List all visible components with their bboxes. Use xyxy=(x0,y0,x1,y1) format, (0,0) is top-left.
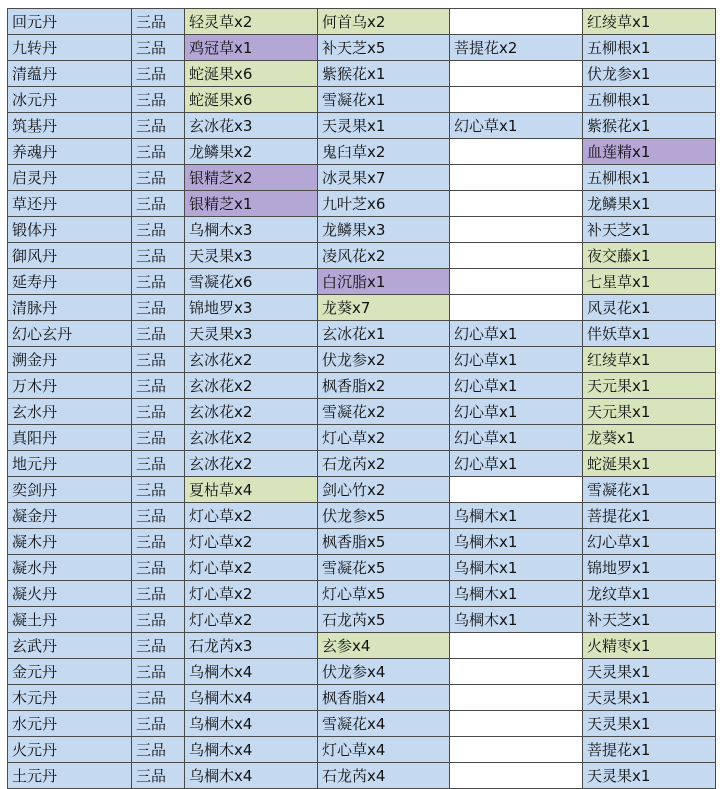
ingredient-1-cell: 灯心草x2 xyxy=(185,555,318,581)
grade-cell: 三品 xyxy=(132,451,185,477)
ingredient-2-cell: 凌风花x2 xyxy=(318,243,450,269)
ingredient-3-cell: 幻心草x1 xyxy=(450,321,583,347)
ingredient-2-cell: 灯心草x4 xyxy=(318,737,450,763)
ingredient-2-cell: 龙鳞果x3 xyxy=(318,217,450,243)
ingredient-3-cell: 菩提花x2 xyxy=(450,35,583,61)
ingredient-4-cell: 风灵花x1 xyxy=(583,295,716,321)
grade-cell: 三品 xyxy=(132,633,185,659)
grade-cell: 三品 xyxy=(132,763,185,789)
grade-cell: 三品 xyxy=(132,555,185,581)
ingredient-2-cell: 枫香脂x5 xyxy=(318,529,450,555)
ingredient-4-cell: 补天芝x1 xyxy=(583,217,716,243)
ingredient-3-cell xyxy=(450,659,583,685)
pill-name-cell: 地元丹 xyxy=(8,451,132,477)
ingredient-1-cell: 天灵果x3 xyxy=(185,243,318,269)
recipe-table xyxy=(7,8,716,789)
grade-cell: 三品 xyxy=(132,165,185,191)
grade-cell: 三品 xyxy=(132,581,185,607)
ingredient-3-cell: 乌棡木x1 xyxy=(450,503,583,529)
ingredient-2-cell: 雪凝花x4 xyxy=(318,711,450,737)
grade-cell: 三品 xyxy=(132,113,185,139)
ingredient-3-cell xyxy=(450,763,583,789)
ingredient-3-cell xyxy=(450,269,583,295)
pill-name-cell: 御风丹 xyxy=(8,243,132,269)
ingredient-4-cell: 紫猴花x1 xyxy=(583,113,716,139)
ingredient-3-cell xyxy=(450,243,583,269)
pill-name-cell: 溯金丹 xyxy=(8,347,132,373)
grade-cell: 三品 xyxy=(132,243,185,269)
ingredient-3-cell: 幻心草x1 xyxy=(450,399,583,425)
ingredient-1-cell: 鸡冠草x1 xyxy=(185,35,318,61)
pill-name-cell: 木元丹 xyxy=(8,685,132,711)
pill-name-cell: 凝金丹 xyxy=(8,503,132,529)
ingredient-4-cell: 天灵果x1 xyxy=(583,659,716,685)
grade-cell: 三品 xyxy=(132,139,185,165)
ingredient-4-cell: 火精枣x1 xyxy=(583,633,716,659)
grade-cell: 三品 xyxy=(132,9,185,35)
ingredient-3-cell: 乌棡木x1 xyxy=(450,529,583,555)
table-row xyxy=(8,139,716,165)
ingredient-2-cell: 雪凝花x1 xyxy=(318,87,450,113)
table-row xyxy=(8,399,716,425)
ingredient-1-cell: 玄冰花x3 xyxy=(185,113,318,139)
ingredient-2-cell: 天灵果x1 xyxy=(318,113,450,139)
ingredient-2-cell: 玄参x4 xyxy=(318,633,450,659)
ingredient-3-cell xyxy=(450,737,583,763)
grade-cell: 三品 xyxy=(132,737,185,763)
grade-cell: 三品 xyxy=(132,711,185,737)
ingredient-2-cell: 石龙芮x2 xyxy=(318,451,450,477)
table-row xyxy=(8,633,716,659)
ingredient-3-cell xyxy=(450,139,583,165)
ingredient-1-cell: 玄冰花x2 xyxy=(185,373,318,399)
ingredient-1-cell: 乌棡木x4 xyxy=(185,763,318,789)
pill-name-cell: 冰元丹 xyxy=(8,87,132,113)
ingredient-2-cell: 紫猴花x1 xyxy=(318,61,450,87)
ingredient-4-cell: 雪凝花x1 xyxy=(583,477,716,503)
table-row xyxy=(8,113,716,139)
table-row xyxy=(8,659,716,685)
ingredient-2-cell: 雪凝花x2 xyxy=(318,399,450,425)
pill-name-cell: 养魂丹 xyxy=(8,139,132,165)
ingredient-2-cell: 伏龙参x5 xyxy=(318,503,450,529)
ingredient-1-cell: 银精芝x2 xyxy=(185,165,318,191)
ingredient-2-cell: 伏龙参x2 xyxy=(318,347,450,373)
grade-cell: 三品 xyxy=(132,35,185,61)
ingredient-1-cell: 玄冰花x2 xyxy=(185,347,318,373)
ingredient-4-cell: 天元果x1 xyxy=(583,399,716,425)
pill-name-cell: 土元丹 xyxy=(8,763,132,789)
ingredient-1-cell: 蛇涎果x6 xyxy=(185,61,318,87)
ingredient-1-cell: 天灵果x3 xyxy=(185,321,318,347)
grade-cell: 三品 xyxy=(132,321,185,347)
ingredient-4-cell: 天灵果x1 xyxy=(583,763,716,789)
table-row xyxy=(8,711,716,737)
ingredient-4-cell: 锦地罗x1 xyxy=(583,555,716,581)
pill-name-cell: 玄水丹 xyxy=(8,399,132,425)
table-row xyxy=(8,217,716,243)
table-row xyxy=(8,529,716,555)
pill-name-cell: 启灵丹 xyxy=(8,165,132,191)
pill-name-cell: 金元丹 xyxy=(8,659,132,685)
table-row xyxy=(8,243,716,269)
ingredient-3-cell xyxy=(450,165,583,191)
ingredient-2-cell: 鬼臼草x2 xyxy=(318,139,450,165)
ingredient-3-cell: 乌棡木x1 xyxy=(450,581,583,607)
grade-cell: 三品 xyxy=(132,399,185,425)
table-row xyxy=(8,269,716,295)
table-row xyxy=(8,581,716,607)
table-row xyxy=(8,35,716,61)
ingredient-2-cell: 雪凝花x5 xyxy=(318,555,450,581)
grade-cell: 三品 xyxy=(132,607,185,633)
ingredient-3-cell xyxy=(450,87,583,113)
table-row xyxy=(8,503,716,529)
ingredient-2-cell: 灯心草x5 xyxy=(318,581,450,607)
table-row xyxy=(8,321,716,347)
ingredient-4-cell: 伴妖草x1 xyxy=(583,321,716,347)
pill-name-cell: 草还丹 xyxy=(8,191,132,217)
ingredient-4-cell: 龙鳞果x1 xyxy=(583,191,716,217)
table-row xyxy=(8,451,716,477)
table-row xyxy=(8,607,716,633)
ingredient-3-cell: 幻心草x1 xyxy=(450,347,583,373)
table-row xyxy=(8,425,716,451)
ingredient-2-cell: 灯心草x2 xyxy=(318,425,450,451)
ingredient-4-cell: 伏龙参x1 xyxy=(583,61,716,87)
ingredient-2-cell: 白沉脂x1 xyxy=(318,269,450,295)
ingredient-4-cell: 补天芝x1 xyxy=(583,607,716,633)
ingredient-3-cell xyxy=(450,217,583,243)
ingredient-2-cell: 枫香脂x2 xyxy=(318,373,450,399)
ingredient-2-cell: 石龙芮x5 xyxy=(318,607,450,633)
ingredient-4-cell: 天元果x1 xyxy=(583,373,716,399)
ingredient-1-cell: 玄冰花x2 xyxy=(185,451,318,477)
ingredient-2-cell: 石龙芮x4 xyxy=(318,763,450,789)
table-row xyxy=(8,165,716,191)
ingredient-3-cell xyxy=(450,633,583,659)
ingredient-1-cell: 玄冰花x2 xyxy=(185,425,318,451)
pill-name-cell: 清蕴丹 xyxy=(8,61,132,87)
pill-name-cell: 真阳丹 xyxy=(8,425,132,451)
ingredient-1-cell: 龙鳞果x2 xyxy=(185,139,318,165)
pill-name-cell: 凝火丹 xyxy=(8,581,132,607)
pill-name-cell: 筑基丹 xyxy=(8,113,132,139)
pill-name-cell: 回元丹 xyxy=(8,9,132,35)
grade-cell: 三品 xyxy=(132,191,185,217)
ingredient-3-cell xyxy=(450,711,583,737)
ingredient-3-cell: 幻心草x1 xyxy=(450,113,583,139)
pill-name-cell: 九转丹 xyxy=(8,35,132,61)
ingredient-4-cell: 红绫草x1 xyxy=(583,347,716,373)
table-row xyxy=(8,477,716,503)
ingredient-3-cell: 幻心草x1 xyxy=(450,373,583,399)
grade-cell: 三品 xyxy=(132,269,185,295)
ingredient-3-cell xyxy=(450,191,583,217)
table-row xyxy=(8,685,716,711)
ingredient-4-cell: 五柳根x1 xyxy=(583,35,716,61)
ingredient-1-cell: 石龙芮x3 xyxy=(185,633,318,659)
ingredient-3-cell: 幻心草x1 xyxy=(450,451,583,477)
ingredient-3-cell xyxy=(450,477,583,503)
table-row xyxy=(8,555,716,581)
table-row xyxy=(8,295,716,321)
ingredient-1-cell: 灯心草x2 xyxy=(185,607,318,633)
ingredient-1-cell: 蛇涎果x6 xyxy=(185,87,318,113)
ingredient-1-cell: 锦地罗x3 xyxy=(185,295,318,321)
table-row xyxy=(8,9,716,35)
grade-cell: 三品 xyxy=(132,685,185,711)
table-row xyxy=(8,61,716,87)
ingredient-1-cell: 灯心草x2 xyxy=(185,503,318,529)
ingredient-1-cell: 灯心草x2 xyxy=(185,529,318,555)
table-row xyxy=(8,347,716,373)
pill-name-cell: 凝水丹 xyxy=(8,555,132,581)
pill-name-cell: 火元丹 xyxy=(8,737,132,763)
ingredient-4-cell: 红绫草x1 xyxy=(583,9,716,35)
ingredient-2-cell: 冰灵果x7 xyxy=(318,165,450,191)
ingredient-2-cell: 玄冰花x1 xyxy=(318,321,450,347)
ingredient-2-cell: 龙葵x7 xyxy=(318,295,450,321)
grade-cell: 三品 xyxy=(132,87,185,113)
ingredient-1-cell: 雪凝花x6 xyxy=(185,269,318,295)
ingredient-2-cell: 枫香脂x4 xyxy=(318,685,450,711)
grade-cell: 三品 xyxy=(132,373,185,399)
ingredient-1-cell: 银精芝x1 xyxy=(185,191,318,217)
grade-cell: 三品 xyxy=(132,503,185,529)
table-row xyxy=(8,763,716,789)
ingredient-1-cell: 乌棡木x4 xyxy=(185,711,318,737)
ingredient-1-cell: 轻灵草x2 xyxy=(185,9,318,35)
ingredient-4-cell: 蛇涎果x1 xyxy=(583,451,716,477)
ingredient-1-cell: 灯心草x2 xyxy=(185,581,318,607)
ingredient-4-cell: 幻心草x1 xyxy=(583,529,716,555)
table-row xyxy=(8,191,716,217)
ingredient-4-cell: 龙纹草x1 xyxy=(583,581,716,607)
grade-cell: 三品 xyxy=(132,61,185,87)
grade-cell: 三品 xyxy=(132,659,185,685)
ingredient-2-cell: 补天芝x5 xyxy=(318,35,450,61)
ingredient-1-cell: 夏枯草x4 xyxy=(185,477,318,503)
ingredient-4-cell: 菩提花x1 xyxy=(583,737,716,763)
ingredient-4-cell: 五柳根x1 xyxy=(583,87,716,113)
pill-name-cell: 幻心玄丹 xyxy=(8,321,132,347)
ingredient-1-cell: 乌棡木x3 xyxy=(185,217,318,243)
ingredient-4-cell: 五柳根x1 xyxy=(583,165,716,191)
ingredient-4-cell: 菩提花x1 xyxy=(583,503,716,529)
ingredient-4-cell: 龙葵x1 xyxy=(583,425,716,451)
ingredient-1-cell: 乌棡木x4 xyxy=(185,659,318,685)
ingredient-3-cell xyxy=(450,61,583,87)
ingredient-2-cell: 伏龙参x4 xyxy=(318,659,450,685)
ingredient-4-cell: 天灵果x1 xyxy=(583,711,716,737)
ingredient-3-cell: 乌棡木x1 xyxy=(450,555,583,581)
pill-name-cell: 延寿丹 xyxy=(8,269,132,295)
ingredient-4-cell: 七星草x1 xyxy=(583,269,716,295)
ingredient-3-cell: 乌棡木x1 xyxy=(450,607,583,633)
grade-cell: 三品 xyxy=(132,477,185,503)
table-row xyxy=(8,373,716,399)
pill-name-cell: 玄武丹 xyxy=(8,633,132,659)
ingredient-4-cell: 天灵果x1 xyxy=(583,685,716,711)
pill-name-cell: 奕剑丹 xyxy=(8,477,132,503)
table-row xyxy=(8,737,716,763)
pill-name-cell: 水元丹 xyxy=(8,711,132,737)
pill-name-cell: 万木丹 xyxy=(8,373,132,399)
ingredient-2-cell: 剑心竹x2 xyxy=(318,477,450,503)
ingredient-3-cell: 幻心草x1 xyxy=(450,425,583,451)
ingredient-3-cell xyxy=(450,9,583,35)
pill-name-cell: 清脉丹 xyxy=(8,295,132,321)
table-row xyxy=(8,87,716,113)
ingredient-3-cell xyxy=(450,295,583,321)
recipe-table-body xyxy=(8,9,716,789)
ingredient-1-cell: 玄冰花x2 xyxy=(185,399,318,425)
grade-cell: 三品 xyxy=(132,217,185,243)
grade-cell: 三品 xyxy=(132,295,185,321)
ingredient-1-cell: 乌棡木x4 xyxy=(185,685,318,711)
grade-cell: 三品 xyxy=(132,529,185,555)
ingredient-2-cell: 九叶芝x6 xyxy=(318,191,450,217)
ingredient-2-cell: 何首乌x2 xyxy=(318,9,450,35)
grade-cell: 三品 xyxy=(132,347,185,373)
ingredient-4-cell: 夜交藤x1 xyxy=(583,243,716,269)
pill-name-cell: 锻体丹 xyxy=(8,217,132,243)
pill-name-cell: 凝土丹 xyxy=(8,607,132,633)
ingredient-4-cell: 血莲精x1 xyxy=(583,139,716,165)
grade-cell: 三品 xyxy=(132,425,185,451)
pill-name-cell: 凝木丹 xyxy=(8,529,132,555)
ingredient-3-cell xyxy=(450,685,583,711)
ingredient-1-cell: 乌棡木x4 xyxy=(185,737,318,763)
